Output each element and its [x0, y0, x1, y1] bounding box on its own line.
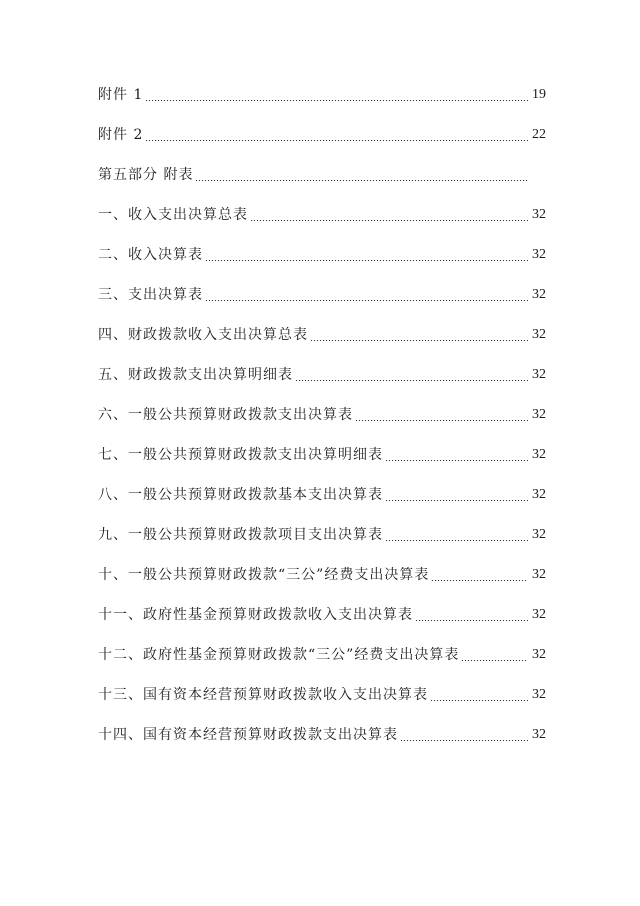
- toc-entry-label: 十、一般公共预算财政拨款“三公”经费支出决算表: [98, 567, 430, 583]
- toc-entry[interactable]: [98, 348, 546, 388]
- toc-entry-label: 附件 1: [98, 87, 144, 103]
- toc-entry[interactable]: [98, 548, 546, 588]
- toc-entry-page: 32: [532, 687, 546, 702]
- toc-entry-label: 十一、政府性基金预算财政拨款收入支出决算表: [98, 607, 413, 623]
- toc-leader-dots: [205, 260, 528, 261]
- toc-entry[interactable]: [98, 468, 546, 508]
- toc-entry-page: 32: [532, 487, 546, 502]
- toc-entry[interactable]: [98, 588, 546, 628]
- toc-entry-page: 32: [532, 327, 546, 342]
- toc-leader-dots: [385, 460, 528, 461]
- toc-entry-page: 32: [532, 207, 546, 222]
- toc-entry-label: 九、一般公共预算财政拨款项目支出决算表: [98, 527, 383, 543]
- toc-entry-label: 五、财政拨款支出决算明细表: [98, 367, 293, 383]
- toc-entry-label: 八、一般公共预算财政拨款基本支出决算表: [98, 487, 383, 503]
- toc-entry[interactable]: [98, 708, 546, 748]
- toc-leader-dots: [385, 540, 528, 541]
- toc-entry-label: 六、一般公共预算财政拨款支出决算表: [98, 407, 353, 423]
- toc-leader-dots: [431, 580, 528, 581]
- toc-entry[interactable]: [98, 268, 546, 308]
- toc-entry-label: 三、支出决算表: [98, 287, 203, 303]
- toc-entry[interactable]: [98, 628, 546, 668]
- toc-entry-page: 32: [532, 607, 546, 622]
- toc-leader-dots: [355, 420, 528, 421]
- toc-leader-dots: [400, 740, 528, 741]
- toc-entry[interactable]: [98, 188, 546, 228]
- toc-leader-dots: [385, 500, 528, 501]
- toc-leader-dots: [310, 340, 528, 341]
- toc-entry-page: 32: [532, 287, 546, 302]
- toc-leader-dots: [205, 300, 528, 301]
- toc-entry-label: 一、收入支出决算总表: [98, 207, 248, 223]
- toc-entry-label: 十二、政府性基金预算财政拨款“三公”经费支出决算表: [98, 647, 460, 663]
- toc-leader-dots: [145, 100, 528, 101]
- toc-entry-page: 32: [532, 647, 546, 662]
- toc-leader-dots: [195, 180, 528, 181]
- toc-leader-dots: [415, 620, 528, 621]
- toc-entry-label: 二、收入决算表: [98, 247, 203, 263]
- toc-leader-dots: [461, 660, 528, 661]
- table-of-contents: [98, 82, 546, 748]
- toc-entry-label: 四、财政拨款收入支出决算总表: [98, 327, 308, 343]
- toc-entry-label: 十四、国有资本经营预算财政拨款支出决算表: [98, 727, 398, 743]
- toc-leader-dots: [295, 380, 528, 381]
- toc-entry[interactable]: [98, 148, 546, 188]
- toc-entry-label: 第五部分 附表: [98, 167, 194, 183]
- toc-entry[interactable]: [98, 228, 546, 268]
- toc-entry[interactable]: [98, 428, 546, 468]
- toc-entry-page: 22: [532, 127, 546, 142]
- toc-entry-page: 19: [532, 87, 546, 102]
- toc-entry-page: 32: [532, 527, 546, 542]
- toc-entry[interactable]: [98, 82, 546, 108]
- toc-entry-page: 32: [532, 367, 546, 382]
- toc-entry[interactable]: [98, 308, 546, 348]
- toc-entry-label: 附件 2: [98, 127, 144, 143]
- toc-leader-dots: [250, 220, 528, 221]
- toc-entry[interactable]: [98, 108, 546, 148]
- toc-entry-label: 十三、国有资本经营预算财政拨款收入支出决算表: [98, 687, 428, 703]
- toc-entry-label: 七、一般公共预算财政拨款支出决算明细表: [98, 447, 383, 463]
- toc-entry[interactable]: [98, 388, 546, 428]
- toc-entry[interactable]: [98, 668, 546, 708]
- toc-entry-page: 32: [532, 247, 546, 262]
- toc-leader-dots: [145, 140, 528, 141]
- toc-entry-page: 32: [532, 727, 546, 742]
- toc-entry-page: 32: [532, 567, 546, 582]
- toc-entry-page: 32: [532, 447, 546, 462]
- toc-entry-page: 32: [532, 407, 546, 422]
- toc-leader-dots: [430, 700, 528, 701]
- toc-entry[interactable]: [98, 508, 546, 548]
